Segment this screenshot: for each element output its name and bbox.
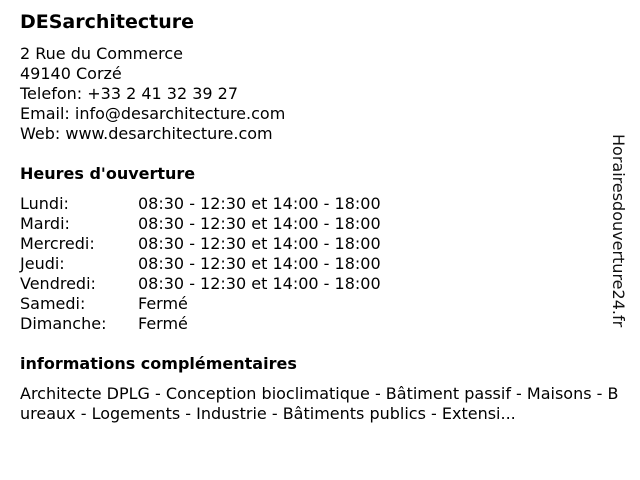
day-label: Lundi: (20, 194, 69, 213)
day-label: Dimanche: (20, 314, 107, 333)
day-hours: 08:30 - 12:30 et 14:00 - 18:00 (138, 234, 381, 253)
site-watermark: Horairesdouverture24.fr (609, 134, 628, 328)
opening-hours-heading: Heures d'ouverture (20, 164, 196, 183)
additional-info-text: Architecte DPLG - Conception bioclimatique - Bâtiment passif - Maisons - Bureaux - Logements - Industrie - Bâtiments publics - Extensi... (20, 384, 619, 423)
day-label: Vendredi: (20, 274, 96, 293)
hours-row-monday (20, 194, 440, 214)
email-address: Email: info@desarchitecture.com (20, 104, 286, 123)
day-label: Mardi: (20, 214, 70, 233)
hours-row-tuesday (20, 214, 440, 234)
address-city: 49140 Corzé (20, 64, 122, 83)
day-hours: 08:30 - 12:30 et 14:00 - 18:00 (138, 274, 381, 293)
phone-number: Telefon: +33 2 41 32 39 27 (20, 84, 239, 103)
contact-block (20, 44, 285, 144)
day-hours: 08:30 - 12:30 et 14:00 - 18:00 (138, 194, 381, 213)
hours-row-sunday (20, 314, 440, 334)
address-street: 2 Rue du Commerce (20, 44, 183, 63)
hours-row-thursday (20, 254, 440, 274)
additional-info-heading: informations complémentaires (20, 354, 297, 373)
day-label: Jeudi: (20, 254, 65, 273)
hours-row-saturday (20, 294, 440, 314)
day-label: Mercredi: (20, 234, 95, 253)
company-name: DESarchitecture (20, 11, 195, 33)
day-label: Samedi: (20, 294, 86, 313)
website: Web: www.desarchitecture.com (20, 124, 273, 143)
day-hours: 08:30 - 12:30 et 14:00 - 18:00 (138, 254, 381, 273)
hours-row-friday (20, 274, 440, 294)
opening-hours-table (20, 194, 440, 334)
day-hours: Fermé (138, 314, 188, 333)
day-hours: Fermé (138, 294, 188, 313)
hours-row-wednesday (20, 234, 440, 254)
day-hours: 08:30 - 12:30 et 14:00 - 18:00 (138, 214, 381, 233)
